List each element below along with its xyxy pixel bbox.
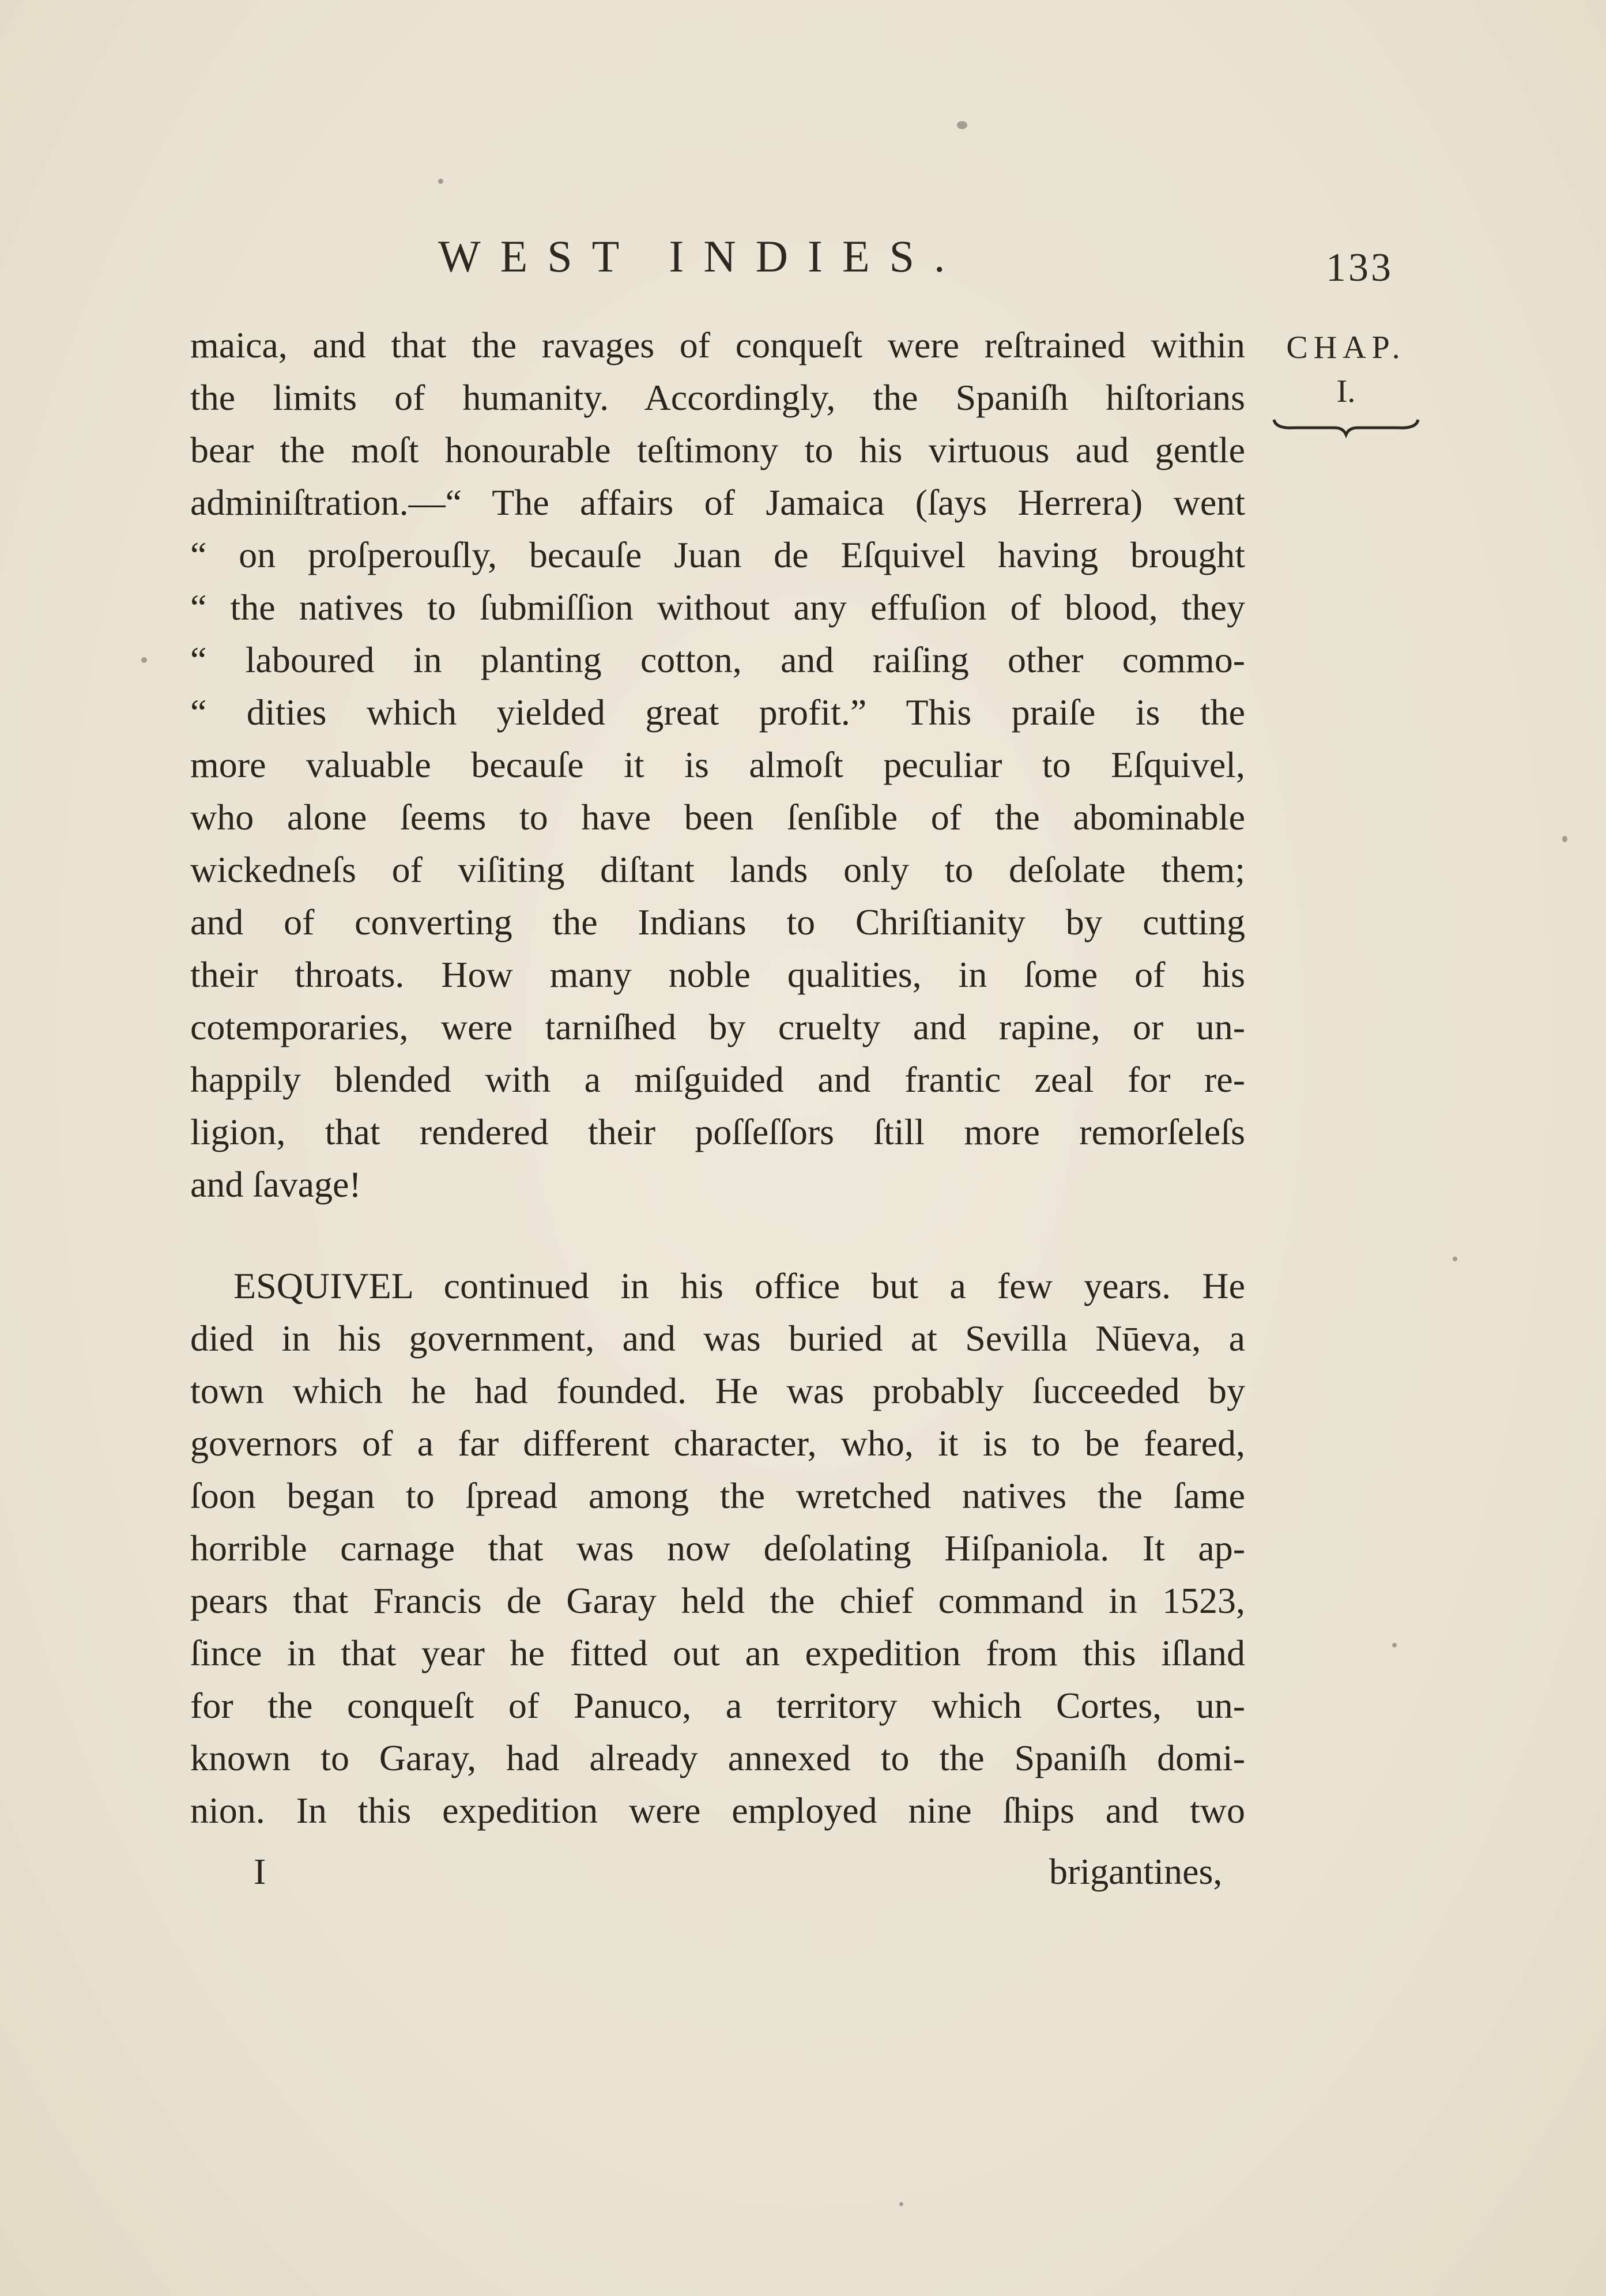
paper-speck	[438, 179, 443, 184]
brace-ornament-icon	[1271, 415, 1421, 438]
paragraph-1	[190, 319, 1245, 1211]
text-line: who alone ſeems to have been ſenſible of the abominable	[190, 797, 1245, 838]
text-line: their throats. How many noble qualities, in ſome of his	[190, 954, 1245, 995]
text-line: bear the moſt honourable teſtimony to his virtuous aud gentle	[190, 429, 1245, 470]
text-line: known to Garay, had already annexed to the Spaniſh domi-	[190, 1737, 1245, 1778]
running-title: WEST INDIES.	[438, 231, 965, 281]
text-line: “ laboured in planting cotton, and raiſing other commo-	[190, 639, 1245, 680]
text-line: ſince in that year he fitted out an expedition from this iſland	[190, 1633, 1245, 1673]
paper-speck	[141, 657, 147, 663]
catchword: brigantines,	[1049, 1851, 1223, 1892]
text-line: “ dities which yielded great profit.” This praiſe is the	[190, 692, 1245, 733]
text-line: ſoon began to ſpread among the wretched natives the ſame	[190, 1475, 1245, 1516]
paper-speck	[957, 121, 967, 129]
text-line: and of converting the Indians to Chriſtianity by cutting	[190, 902, 1245, 942]
text-line: ligion, that rendered their poſſeſſors ſtill more remorſeleſs	[190, 1111, 1245, 1152]
paper-speck	[1562, 836, 1567, 842]
text-line: died in his government, and was buried at Sevilla Nūeva, a	[190, 1318, 1245, 1359]
text-line: town which he had founded. He was probably ſucceeded by	[190, 1370, 1245, 1411]
text-line: and ſavage!	[190, 1164, 361, 1205]
text-line: wickedneſs of viſiting diſtant lands only to deſolate them;	[190, 849, 1245, 890]
text-line: cotemporaries, were tarniſhed by cruelty and rapine, or un-	[190, 1006, 1245, 1047]
text-line: the limits of humanity. Accordingly, the Spaniſh hiſtorians	[190, 377, 1245, 418]
text-line: horrible carnage that was now deſolating Hiſpaniola. It ap-	[190, 1528, 1245, 1569]
text-line: governors of a far different character, who, it is to be feared,	[190, 1423, 1245, 1464]
text-line: ESQUIVEL continued in his office but a few years. He	[233, 1265, 1245, 1306]
text-line: adminiſtration.—“ The affairs of Jamaica (ſays Herrera) went	[190, 482, 1245, 523]
text-line: “ on proſperouſly, becauſe Juan de Eſquivel having brought	[190, 534, 1245, 575]
paper-speck	[899, 2202, 903, 2206]
paragraph-2	[190, 1260, 1245, 1837]
page-number: 133	[1326, 246, 1393, 290]
text-line: pears that Francis de Garay held the chief command in 1523,	[190, 1580, 1245, 1621]
text-line: happily blended with a miſguided and frantic zeal for re-	[190, 1059, 1245, 1100]
signature-mark: I	[254, 1851, 266, 1892]
chapter-label: CHAP.	[1286, 330, 1406, 365]
chapter-margin-note	[1271, 326, 1421, 413]
text-line: “ the natives to ſubmiſſion without any effuſion of blood, they	[190, 587, 1245, 628]
chapter-number: I.	[1336, 374, 1356, 409]
text-line: for the conqueſt of Panuco, a territory which Cortes, un-	[190, 1685, 1245, 1726]
text-line: more valuable becauſe it is almoſt peculiar to Eſquivel,	[190, 744, 1245, 785]
text-line: maica, and that the ravages of conqueſt were reſtrained within	[190, 325, 1245, 365]
paper-speck	[1453, 1257, 1457, 1261]
paper-speck	[1392, 1643, 1397, 1647]
text-line: nion. In this expedition were employed nine ſhips and two	[190, 1790, 1245, 1831]
